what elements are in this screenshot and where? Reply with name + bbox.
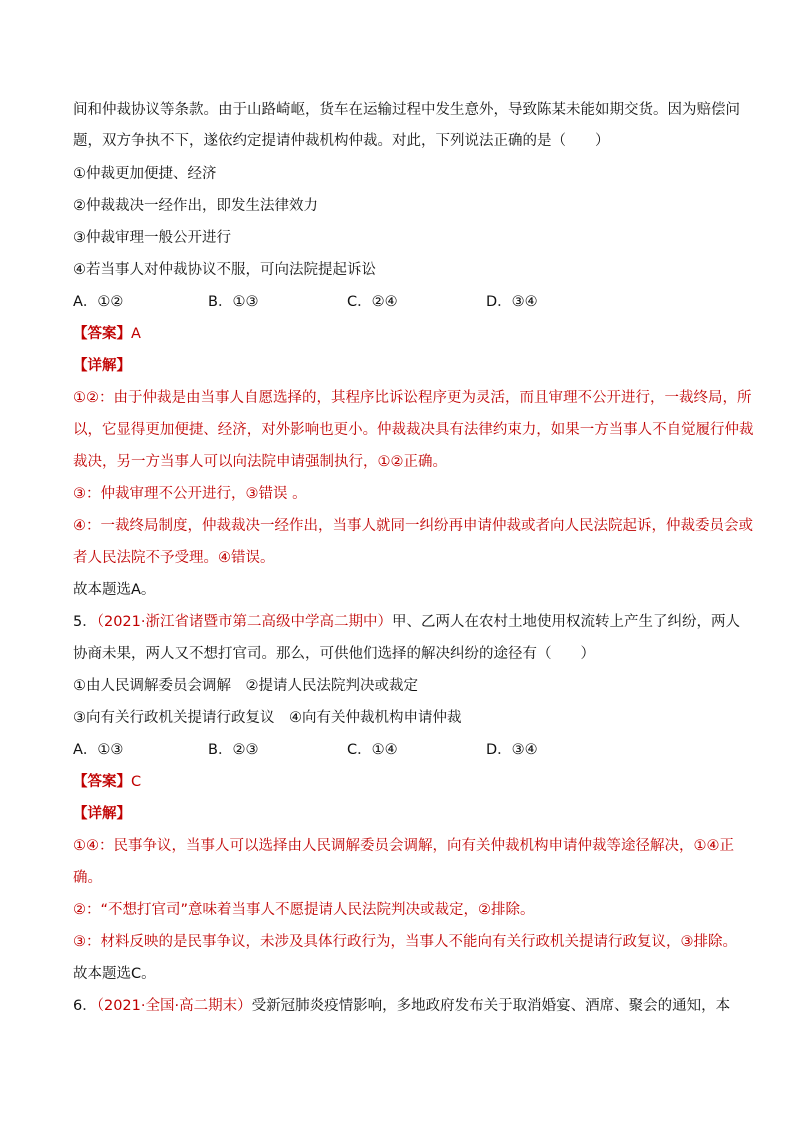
q5-explanation-line-2: 确。: [73, 870, 102, 886]
q4-explanation-line-5: ④：一裁终局制度，仲裁裁决一经作出，当事人就同一纠纷再申请仲裁或者向人民法院起诉，仲裁委员会或: [73, 518, 753, 534]
q5-option-c: C．①④: [347, 742, 398, 758]
q4-explanation-line-1: ①②：由于仲裁是由当事人自愿选择的，其程序比诉讼程序更为灵活，而且审理不公开进行，一裁终局，所: [73, 390, 752, 406]
q4-option-c: C．②④: [347, 294, 398, 310]
q5-explanation-line-3: ②：“不想打官司”意味着当事人不愿提请人民法院判决或裁定，②排除。: [73, 902, 535, 918]
q4-explanation-line-6: 者人民法院不予受理。④错误。: [73, 550, 275, 566]
q4-explanation-line-3: 裁决，另一方当事人可以向法院申请强制执行，①②正确。: [73, 454, 447, 470]
q5-explanation-line-4: ③：材料反映的是民事争议，未涉及具体行政行为，当事人不能向有关行政机关提请行政复议，③排除。: [73, 934, 737, 950]
q5-stem-line-1: [73, 612, 740, 632]
q6-stem-text: 受新冠肺炎疫情影响，多地政府发布关于取消婚宴、酒席、聚会的通知，本: [251, 998, 731, 1014]
q4-stem-line-1: 间和仲裁协议等条款。由于山路崎岖，货车在运输过程中发生意外，导致陈某未能如期交货。因为赔偿问: [73, 102, 740, 118]
q5-option-b: B．②③: [208, 742, 259, 758]
q5-number: 5．: [73, 614, 97, 630]
q5-source: （2021·浙江省诸暨市第二高级中学高二期中）: [96, 614, 392, 630]
q5-conclusion: 故本题选C。: [73, 966, 156, 982]
q5-statement-1: ①由人民调解委员会调解 ②提请人民法院判决或裁定: [73, 678, 418, 694]
q4-option-b: B．①③: [208, 294, 259, 310]
q4-statement-4: ④若当事人对仲裁协议不服，可向法院提起诉讼: [73, 262, 376, 278]
q5-answer-row: [73, 772, 141, 792]
q4-explanation-line-2: 以，它显得更加便捷、经济，对外影响也更小。仲裁裁决具有法律约束力，如果一方当事人不自觉履行仲裁: [73, 422, 754, 438]
q4-option-d: D．③④: [486, 294, 538, 310]
q4-conclusion: 故本题选A。: [73, 582, 156, 598]
q4-explanation-line-4: ③：仲裁审理不公开进行，③错误 。: [73, 486, 307, 502]
q5-explanation-line-1: ①④：民事争议，当事人可以选择由人民调解委员会调解，向有关仲裁机构申请仲裁等途径解决，①④正: [73, 838, 734, 854]
q5-detail-label: 【详解】: [73, 806, 131, 822]
q4-statement-3: ③仲裁审理一般公开进行: [73, 230, 231, 246]
q4-option-a: A．①②: [73, 294, 124, 310]
q5-answer-value: C: [131, 774, 142, 790]
q4-answer-label: 【答案】: [73, 326, 131, 342]
q5-stem-line-2: 协商未果，两人又不想打官司。那么，可供他们选择的解决纠纷的途径有（ ）: [73, 646, 595, 662]
q5-answer-label: 【答案】: [73, 774, 131, 790]
q6-number: 6．: [73, 998, 97, 1014]
q4-answer-value: A: [131, 326, 141, 342]
q5-option-a: A．①③: [73, 742, 124, 758]
q4-statement-1: ①仲裁更加便捷、经济: [73, 166, 217, 182]
q4-detail-label: 【详解】: [73, 358, 131, 374]
q5-stem-text: 甲、乙两人在农村土地使用权流转上产生了纠纷，两人: [392, 614, 740, 630]
q4-statement-2: ②仲裁裁决一经作出，即发生法律效力: [73, 198, 318, 214]
q6-stem-line-1: [73, 996, 730, 1016]
q5-statement-2: ③向有关行政机关提请行政复议 ④向有关仲裁机构申请仲裁: [73, 710, 462, 726]
q5-option-d: D．③④: [486, 742, 538, 758]
q4-stem-line-2: 题，双方争执不下，遂依约定提请仲裁机构仲裁。对此，下列说法正确的是（ ）: [73, 133, 610, 149]
q4-answer-row: [73, 324, 141, 344]
q6-source: （2021·全国·高二期末）: [96, 998, 252, 1014]
q4-detail-label-row: [73, 356, 131, 376]
q5-detail-label-row: [73, 804, 131, 824]
